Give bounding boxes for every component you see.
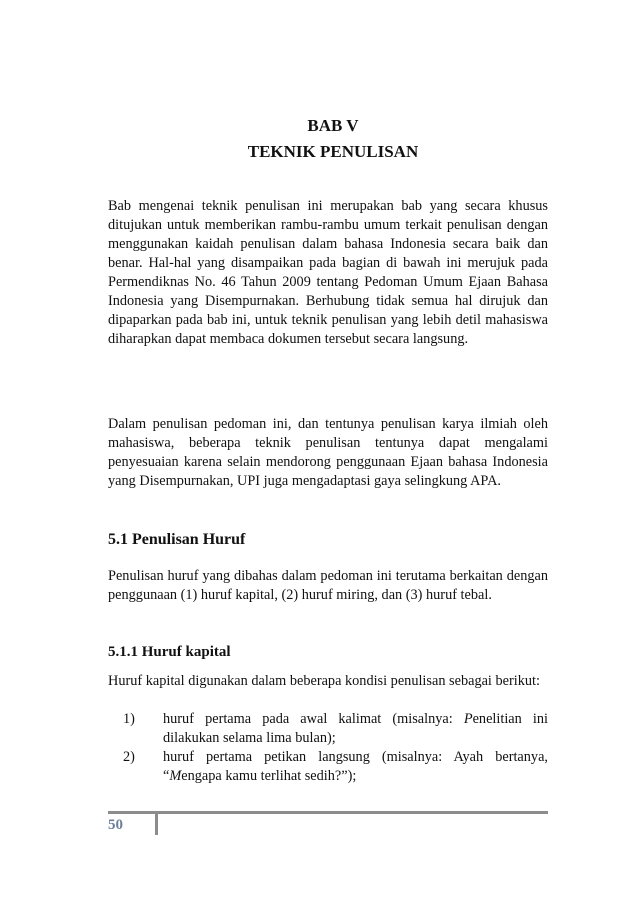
intro-paragraph: Bab mengenai teknik penulisan ini merupakan bab yang secara khusus ditujukan untuk memberikan rambu-rambu umum terkait penulisan dengan menggunakan kaidah penulisan dalam bahasa Indonesia secara baik dan benar. Hal-hal yang disampaikan pada bagian di bawah ini merujuk pada Permendiknas No. 46 Tahun 2009 tentang Pedoman Umum Ejaan Bahasa Indonesia yang Disempurnakan. Berhubung tidak semua hal dirujuk dan dipaparkan pada bab ini, untuk teknik penulisan yang lebih detil mahasiswa diharapkan dapat membaca dokumen tersebut secara langsung. [108, 198, 548, 347]
chapter-title: TEKNIK PENULISAN [247, 142, 419, 161]
section-5-1-paragraph: Penulisan huruf yang dibahas dalam pedoman ini terutama berkaitan dengan penggunaan (1) huruf kapital, (2) huruf miring, dan (3) huruf tebal. [108, 568, 548, 603]
page-number: 50 [108, 817, 123, 833]
section-5-1-1-intro: Huruf kapital digunakan dalam beberapa kondisi penulisan sebagai berikut: [108, 673, 540, 689]
list-item [123, 710, 548, 748]
section-heading-5-1: 5.1 Penulisan Huruf [108, 531, 246, 548]
list-item-emphasis: P [463, 711, 473, 727]
list-item-text: huruf pertama petikan langsung (misalnya: Ayah bertanya, “ [163, 749, 548, 784]
chapter-heading [108, 113, 548, 165]
footer-rule [108, 811, 548, 814]
adaptation-paragraph: Dalam penulisan pedoman ini, dan tentunya penulisan karya ilmiah oleh mahasiswa, beberapa teknik penulisan tentunya dapat mengalami penyesuaian karena selain mendorong penggunaan Ejaan bahasa Indonesia yang Disempurnakan, UPI juga mengadaptasi gaya selingkung APA. [108, 416, 548, 489]
footer-divider [155, 814, 158, 835]
list-item-number: 1) [123, 711, 135, 727]
list-item-text: enelitian ini dilakukan selama lima bulan); [163, 711, 548, 746]
capital-rules-list [123, 710, 548, 786]
list-item-text: huruf pertama pada awal kalimat (misalnya: [163, 711, 464, 727]
list-item-text: engapa kamu terlihat sedih?”); [181, 768, 357, 784]
list-item [123, 748, 548, 786]
list-item-emphasis: M [169, 768, 182, 784]
section-heading-5-1-1: 5.1.1 Huruf kapital [108, 644, 231, 660]
chapter-number: BAB V [307, 116, 359, 135]
list-item-number: 2) [123, 749, 135, 765]
